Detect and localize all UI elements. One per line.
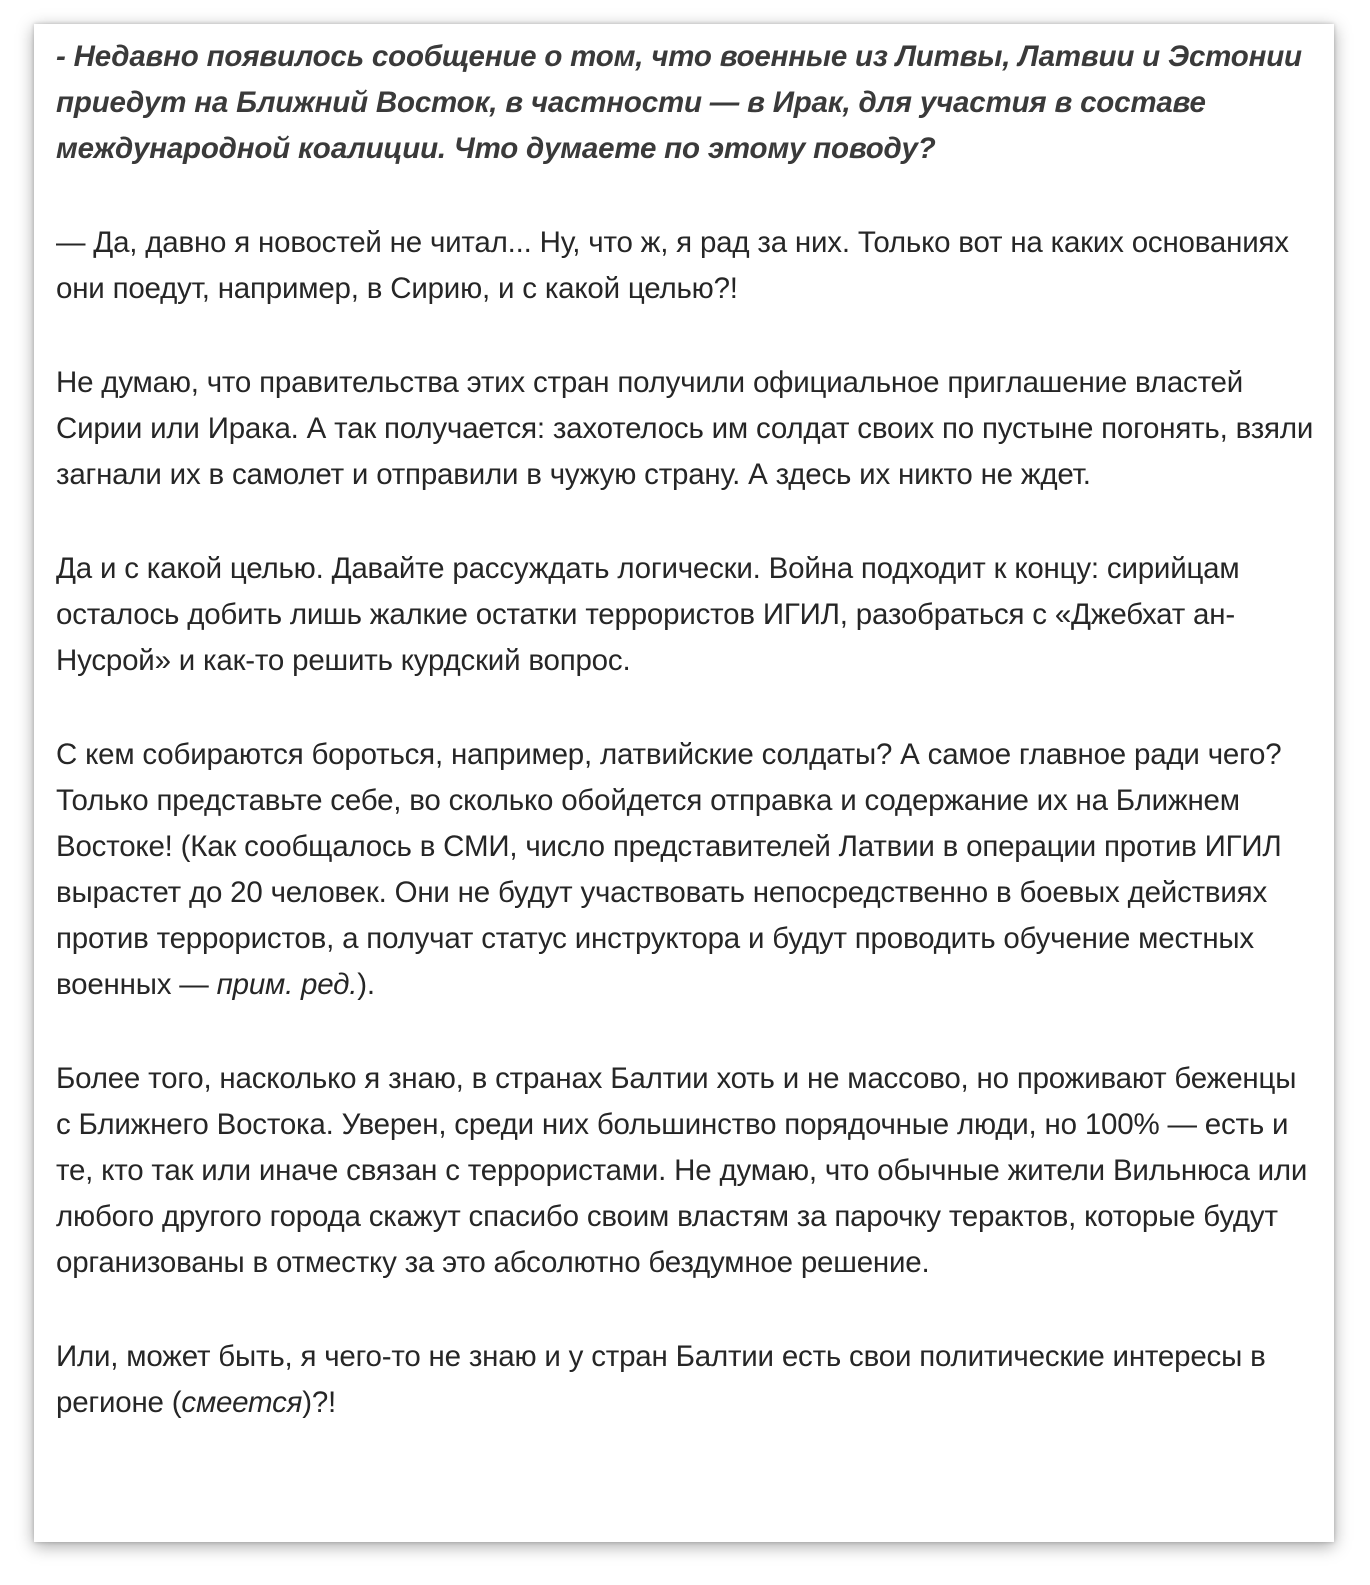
paragraph-4-text: С кем собираются бороться, например, латвийские солдаты? А самое главное ради чего? Только представьте себе, во сколько обойдется отправка и содержание их на Ближнем Востоке! (Как сообщалось в СМИ, число представителей Латвии в операции против ИГИЛ вырастет до 20 человек. Они не будут участвовать непосредственно в боевых действиях против террористов, а получат статус инструктора и будут проводить обучение местных военных — (56, 738, 1282, 1001)
laughs-note: смеется (181, 1386, 303, 1419)
interview-question: - Недавно появилось сообщение о том, что военные из Литвы, Латвии и Эстонии приедут на Ближний Восток, в частности — в Ирак, для участия в составе международной коалиции. Что думаете по этому поводу? (56, 40, 1302, 165)
editor-note: прим. ред. (216, 968, 358, 1001)
answer-paragraph-5: Более того, насколько я знаю, в странах Балтии хоть и не массово, но проживают беженцы с Ближнего Востока. Уверен, среди них большинство порядочные люди, но 100% — есть и те, кто так или иначе связан с террористами. Не думаю, что обычные жители Вильнюса или любого другого города скажут спасибо своим властям за парочку терактов, которые будут организованы в отместку за это абсолютно бездумное решение. (56, 1062, 1308, 1279)
paragraph-4-end: ). (357, 968, 375, 1001)
answer-paragraph-6 (56, 1334, 1316, 1426)
answer-paragraph-3: Да и с какой целью. Давайте рассуждать логически. Война подходит к концу: сирийцам осталось добить лишь жалкие остатки террористов ИГИЛ, разобраться с «Джебхат ан-Нусрой» и как-то решить курдский вопрос. (56, 552, 1240, 677)
paragraph-6-text: Или, может быть, я чего-то не знаю и у стран Балтии есть свои политические интересы в регионе ( (56, 1340, 1266, 1419)
answer-paragraph-4 (56, 732, 1316, 1008)
article-body (56, 34, 1316, 1426)
answer-paragraph-2: Не думаю, что правительства этих стран получили официальное приглашение властей Сирии или Ирака. А так получается: захотелось им солдат своих по пустыне погонять, взяли загнали их в самолет и отправили в чужую страну. А здесь их никто не ждет. (56, 366, 1314, 491)
paragraph-6-end: )?! (302, 1386, 337, 1419)
answer-paragraph-1: — Да, давно я новостей не читал... Ну, что ж, я рад за них. Только вот на каких основаниях они поедут, например, в Сирию, и с какой целью?! (56, 226, 1289, 305)
article-card (34, 24, 1334, 1542)
